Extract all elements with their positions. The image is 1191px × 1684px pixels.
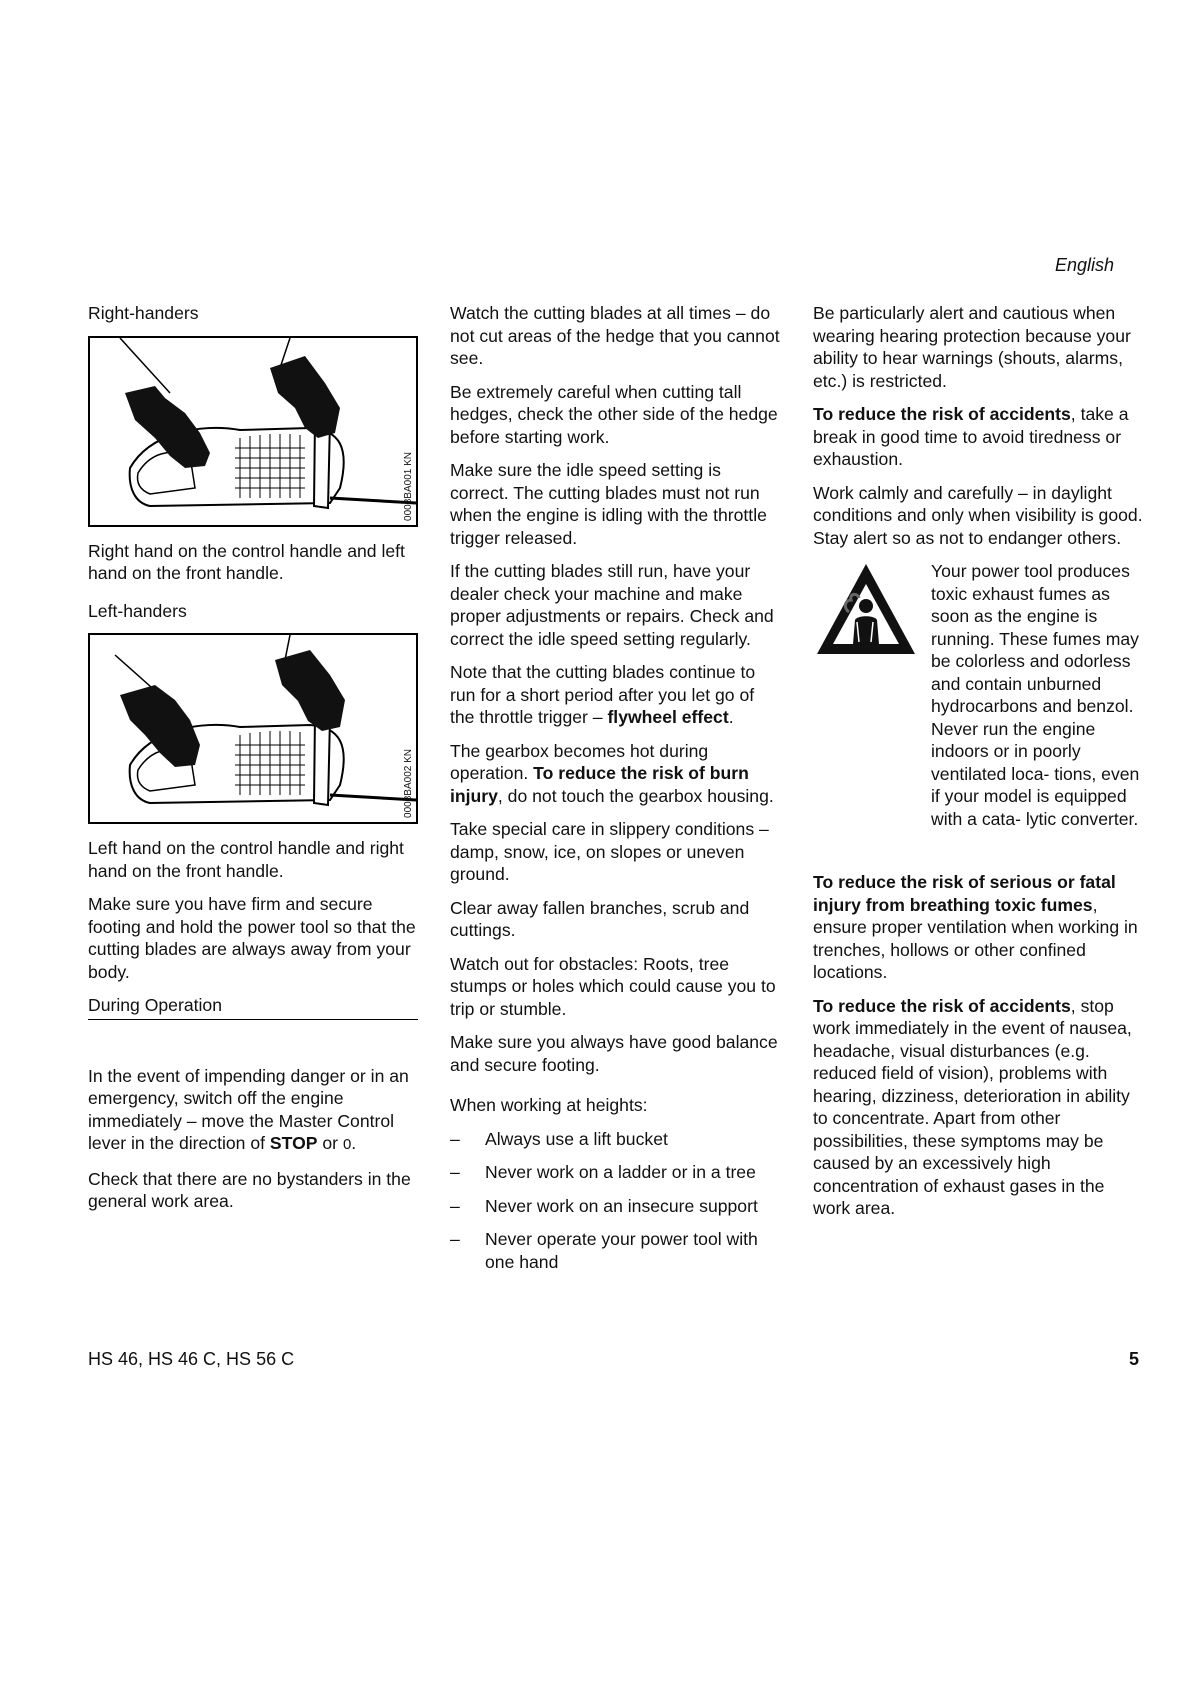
paragraph-accidents: To reduce the risk of accidents, take a break in good time to avoid tiredness or exhaustion. (813, 404, 1129, 469)
paragraph: If the cutting blades still run, have your dealer check your machine and make proper adjustments or repairs. Check and correct the idle speed setting regularly. (450, 561, 774, 649)
paragraph-symptoms: To reduce the risk of accidents, stop work immediately in the event of nausea, headache, visual disturbances (e.g. reduced field of vision), problems with hearing, dizziness, deterioration in ability to concentrate. Apart from other possibilities, these symptoms may be caused by an excessively high concentration of exhaust gases in the work area. (813, 995, 1132, 1218)
paragraph-gearbox: The gearbox becomes hot during operation. To reduce the risk of burn injury, do not touch the gearbox housing. (450, 740, 774, 806)
heights-heading: When working at heights: (450, 1095, 648, 1115)
stop-symbol-icon: 0 (342, 1136, 352, 1153)
paragraph: Work calmly and carefully – in daylight conditions and only when visibility is good. Stay alert so as not to endanger others. (813, 482, 1143, 548)
paragraph: Make sure the idle speed setting is correct. The cutting blades must not run when the engine is idling with the throttle trigger released. (450, 460, 767, 548)
column-middle (450, 302, 782, 1284)
left-handers-illustration (88, 633, 418, 824)
column-left (88, 302, 418, 1224)
figure-code: 0008BA002 KN (403, 749, 414, 818)
emergency-paragraph: In the event of impending danger or in an emergency, switch off the engine immediately – move the Master Control lever in the direction of STOP or 0. (88, 1065, 418, 1157)
heights-list (450, 1128, 782, 1274)
right-handers-illustration (88, 336, 418, 527)
paragraph-flywheel: Note that the cutting blades continue to run for a short period after you let go of the throttle trigger – flywheel effect. (450, 662, 756, 727)
paragraph: Take special care in slippery conditions – damp, snow, ice, on slopes or uneven ground. (450, 819, 769, 884)
paragraph: Watch out for obstacles: Roots, tree stumps or holes which could cause you to trip or stumble. (450, 953, 776, 1019)
paragraph: Watch the cutting blades at all times – do not cut areas of the hedge that you cannot see. (450, 303, 780, 368)
page-number: 5 (1128, 1349, 1139, 1369)
figure-code: 0008BA001 KN (403, 451, 414, 521)
language-label: English (1054, 255, 1114, 275)
paragraph: Clear away fallen branches, scrub and cuttings. (450, 897, 750, 940)
list-item: – Never work on a ladder or in a tree (450, 1162, 756, 1182)
during-operation-heading: During Operation (88, 994, 418, 1020)
bystanders-text: Check that there are no bystanders in the general work area. (88, 1168, 411, 1211)
warning-text: Your power tool produces toxic exhaust fumes as soon as the engine is running. These fumes may be colorless and odorless and contain unburned hydrocarbons and benzol. Never run the engine indoors or in poorly ventilated loca- tions, even if your model is equipped with a cata- lytic converter. (931, 561, 1140, 829)
right-handers-heading: Right-handers (88, 303, 199, 323)
list-item: – Always use a lift bucket (450, 1128, 668, 1149)
footer-models: HS 46, HS 46 C, HS 56 C (88, 1349, 295, 1369)
toxic-fumes-warning-icon (813, 560, 919, 660)
paragraph: Be particularly alert and cautious when wearing hearing protection because your ability to hear warnings (shouts, alarms, etc.) is restricted. (813, 303, 1131, 391)
right-handers-caption: Right hand on the control handle and left hand on the front handle. (88, 540, 405, 583)
left-handers-caption: Left hand on the control handle and right hand on the front handle. (88, 838, 404, 881)
paragraph: Make sure you always have good balance and secure footing. (450, 1032, 778, 1075)
stop-label: STOP (269, 1133, 318, 1153)
paragraph: Be extremely careful when cutting tall hedges, check the other side of the hedge before starting work. (450, 381, 778, 447)
column-right (813, 302, 1143, 1231)
paragraph-ventilation: To reduce the risk of serious or fatal injury from breathing toxic fumes, ensure proper ventilation when working in trenches, hollows or other confined locations. (813, 872, 1138, 982)
footing-text: Make sure you have firm and secure footing and hold the power tool so that the cutting blades are always away from your body. (88, 894, 416, 982)
list-item: – Never operate your power tool with one hand (450, 1229, 758, 1272)
toxic-fumes-warning (813, 560, 1143, 860)
left-handers-heading: Left-handers (88, 600, 187, 621)
list-item: – Never work on an insecure support (450, 1195, 758, 1216)
